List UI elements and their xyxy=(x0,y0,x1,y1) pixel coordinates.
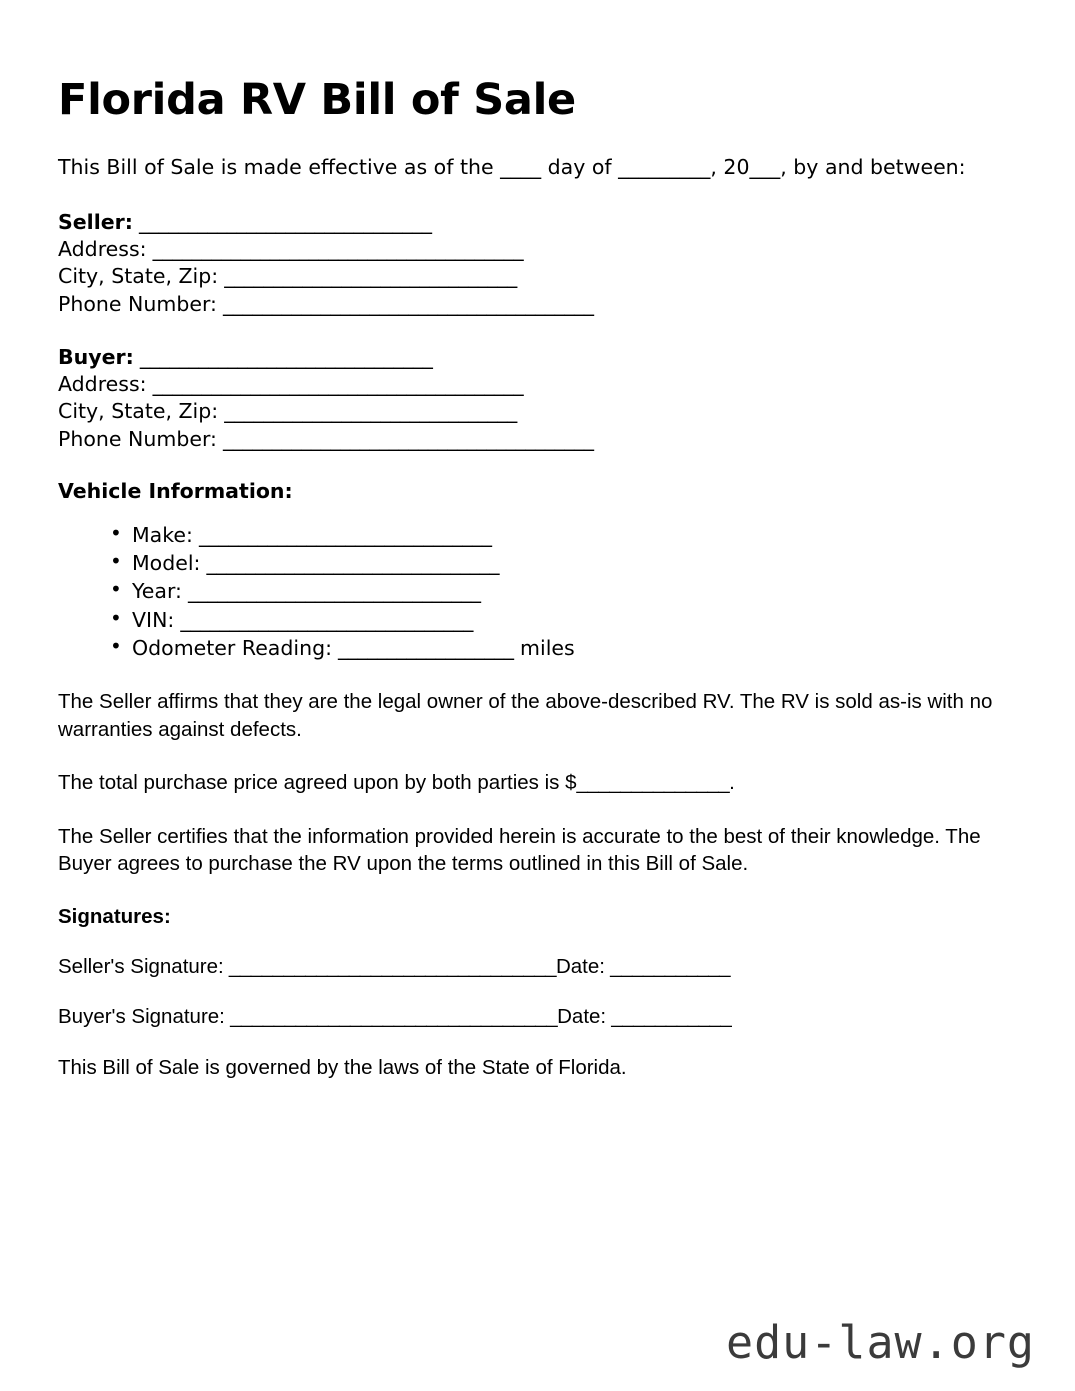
buyer-phone-blank[interactable]: ______________________________________ xyxy=(216,426,594,451)
seller-phone-blank[interactable]: ______________________________________ xyxy=(216,291,594,316)
buyer-city-state-zip-row xyxy=(58,398,1017,425)
list-item-make xyxy=(110,521,1017,549)
odometer-blank[interactable]: __________________ xyxy=(332,636,514,660)
buyer-phone-label: Phone Number: xyxy=(58,426,217,451)
vehicle-information-heading: Vehicle Information: xyxy=(58,478,293,503)
effective-date-statement: This Bill of Sale is made effective as of the ____ day of _________, 20___, by and between: xyxy=(58,155,966,180)
buyer-phone-row xyxy=(58,426,1017,453)
buyer-date-label: Date: xyxy=(557,1004,607,1028)
seller-date-blank[interactable]: ___________ xyxy=(604,954,731,978)
buyer-address-row xyxy=(58,371,1017,398)
vin-label: VIN: xyxy=(132,607,175,632)
buyer-date-blank[interactable]: ___________ xyxy=(606,1004,732,1028)
buyer-address-label: Address: xyxy=(58,372,147,397)
seller-phone-label: Phone Number: xyxy=(58,291,217,316)
list-item-year xyxy=(110,577,1017,605)
seller-signature-blank[interactable]: ______________________________ xyxy=(223,954,556,978)
site-watermark: edu-law.org xyxy=(725,1316,1035,1369)
list-item-vin xyxy=(110,606,1017,634)
seller-signature-label: Seller's Signature: xyxy=(58,954,224,978)
certification-paragraph: The Seller certifies that the information provided herein is accurate to the best of their knowledge. The Buyer agrees to purchase the RV upon the terms outlined in this Bill of Sale. xyxy=(58,824,981,876)
seller-address-row xyxy=(58,236,1017,263)
buyer-city-state-zip-blank[interactable]: ______________________________ xyxy=(218,399,517,424)
seller-block xyxy=(58,209,1017,318)
list-item-odometer xyxy=(110,634,1017,662)
vehicle-information-list xyxy=(58,521,1017,662)
buyer-name-blank[interactable]: ______________________________ xyxy=(133,344,433,369)
purchase-price-period: . xyxy=(729,771,735,795)
purchase-price-text: The total purchase price agreed upon by both parties is $ xyxy=(58,771,577,795)
buyer-signature-label: Buyer's Signature: xyxy=(58,1004,225,1028)
seller-affirmation-paragraph: The Seller affirms that they are the legal owner of the above-described RV. The RV is sold as-is with no warranties against defects. xyxy=(58,690,993,741)
buyer-signature-row xyxy=(58,1005,1017,1029)
year-label: Year: xyxy=(132,579,182,604)
buyer-address-blank[interactable]: ______________________________________ xyxy=(146,372,524,397)
seller-city-state-zip-label: City, State, Zip: xyxy=(58,264,219,289)
odometer-unit: miles xyxy=(513,636,575,660)
page-title: Florida RV Bill of Sale xyxy=(58,75,576,125)
model-label: Model: xyxy=(132,551,201,576)
model-blank[interactable]: ______________________________ xyxy=(200,551,499,576)
buyer-block xyxy=(58,344,1017,453)
seller-label: Seller: xyxy=(58,209,133,234)
make-blank[interactable]: ______________________________ xyxy=(192,522,492,547)
signatures-heading: Signatures: xyxy=(58,904,171,928)
seller-city-state-zip-blank[interactable]: ______________________________ xyxy=(218,264,517,289)
buyer-label: Buyer: xyxy=(58,344,134,369)
make-label: Make: xyxy=(132,522,193,547)
seller-name-row xyxy=(58,209,1017,236)
year-blank[interactable]: ______________________________ xyxy=(181,579,481,604)
buyer-name-row xyxy=(58,344,1017,371)
buyer-city-state-zip-label: City, State, Zip: xyxy=(58,399,219,424)
seller-signature-row xyxy=(58,955,1017,979)
purchase-price-blank[interactable]: ______________ xyxy=(576,771,730,795)
seller-phone-row xyxy=(58,291,1017,318)
seller-name-blank[interactable]: ______________________________ xyxy=(132,209,432,234)
seller-date-label: Date: xyxy=(555,954,605,978)
purchase-price-paragraph xyxy=(58,769,1008,796)
vin-blank[interactable]: ______________________________ xyxy=(174,607,473,632)
seller-address-label: Address: xyxy=(58,237,147,262)
buyer-signature-blank[interactable]: ______________________________ xyxy=(224,1004,558,1028)
seller-address-blank[interactable]: ______________________________________ xyxy=(146,237,524,262)
governing-law-statement: This Bill of Sale is governed by the laws of the State of Florida. xyxy=(58,1055,627,1079)
odometer-label: Odometer Reading: xyxy=(132,636,332,660)
list-item-model xyxy=(110,549,1017,577)
seller-city-state-zip-row xyxy=(58,263,1017,290)
